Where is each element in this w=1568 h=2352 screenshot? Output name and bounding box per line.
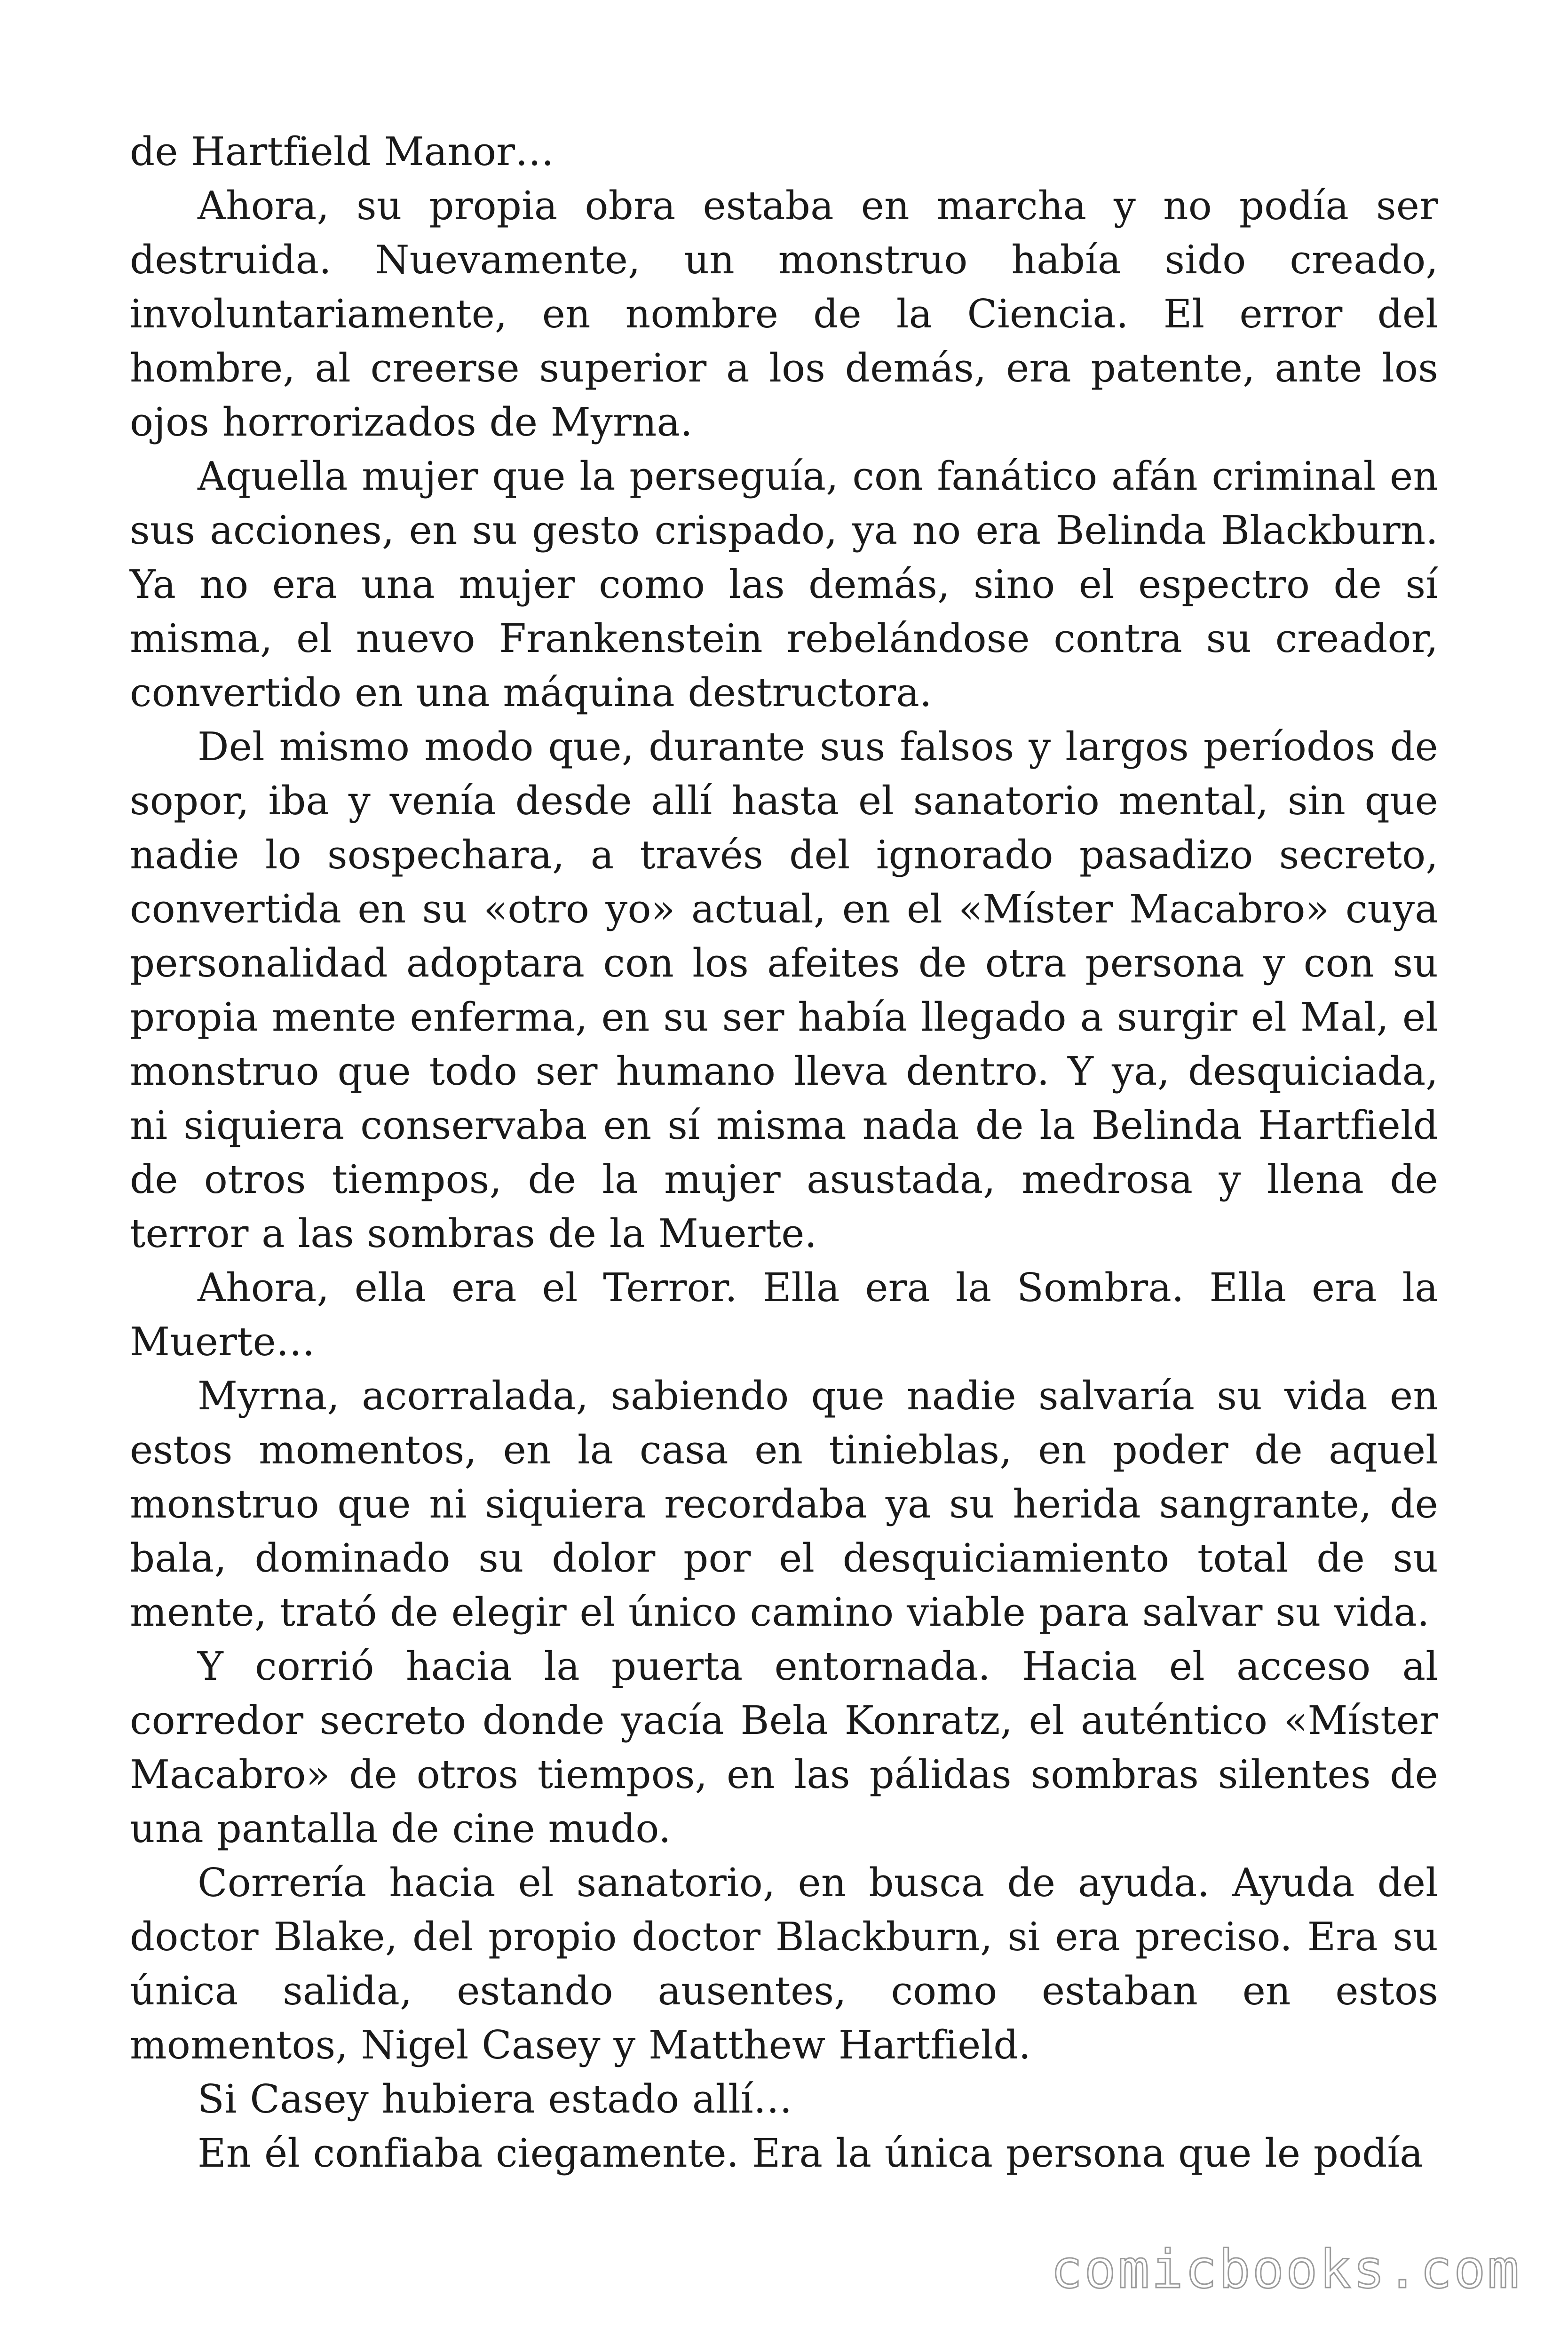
paragraph-6: Myrna, acorralada, sabiendo que nadie salvaría su vida en estos momentos, en la casa en tinieblas, en poder de aquel monstruo que ni siquiera recordaba ya su herida sangrante, de bala, dominado su dolor por el desquiciamiento total de su mente, trató de elegir el único camino viable para salvar su vida. (130, 1373, 1438, 1635)
paragraph-3: Aquella mujer que la perseguía, con fanático afán criminal en sus acciones, en su gesto crispado, ya no era Belinda Blackburn. Ya no era una mujer como las demás, sino el espectro de sí misma, el nuevo Frankenstein rebelándose contra su creador, convertido en una máquina destructora. (130, 453, 1438, 715)
paragraph-1: de Hartfield Manor… (130, 129, 554, 175)
paragraph-7: Y corrió hacia la puerta entornada. Hacia el acceso al corredor secreto donde yacía Bela Konratz, el auténtico «Míster Macabro» de otros tiempos, en las pálidas sombras silentes de una pantalla de cine mudo. (130, 1644, 1438, 1851)
paragraph-8: Correría hacia el sanatorio, en busca de ayuda. Ayuda del doctor Blake, del propio doctor Blackburn, si era preciso. Era su única salida, estando ausentes, como estaban en estos momentos, Nigel Casey y Matthew Hartfield. (130, 1860, 1438, 2068)
paragraph-10: En él confiaba ciegamente. Era la única persona que le podía (198, 2130, 1423, 2176)
page-text-body (130, 125, 1438, 2180)
paragraph-2: Ahora, su propia obra estaba en marcha y no podía ser destruida. Nuevamente, un monstruo había sido creado, involuntariamente, en nombre de la Ciencia. El error del hombre, al creerse superior a los demás, era patente, ante los ojos horrorizados de Myrna. (130, 183, 1438, 445)
paragraph-9: Si Casey hubiera estado allí… (198, 2076, 792, 2122)
paragraph-4: Del mismo modo que, durante sus falsos y largos períodos de sopor, iba y venía desde allí hasta el sanatorio mental, sin que nadie lo sospechara, a través del ignorado pasadizo secreto, convertida en su «otro yo» actual, en el «Míster Macabro» cuya personalidad adoptara con los afeites de otra persona y con su propia mente enferma, en su ser había llegado a surgir el Mal, el monstruo que todo ser humano lleva dentro. Y ya, desquiciada, ni siquiera conservaba en sí misma nada de la Belinda Hartfield de otros tiempos, de la mujer asustada, medrosa y llena de terror a las sombras de la Muerte. (130, 724, 1438, 1256)
site-watermark: comicbooks.com (1050, 2239, 1521, 2300)
paragraph-5: Ahora, ella era el Terror. Ella era la Sombra. Ella era la Muerte… (130, 1265, 1438, 1365)
